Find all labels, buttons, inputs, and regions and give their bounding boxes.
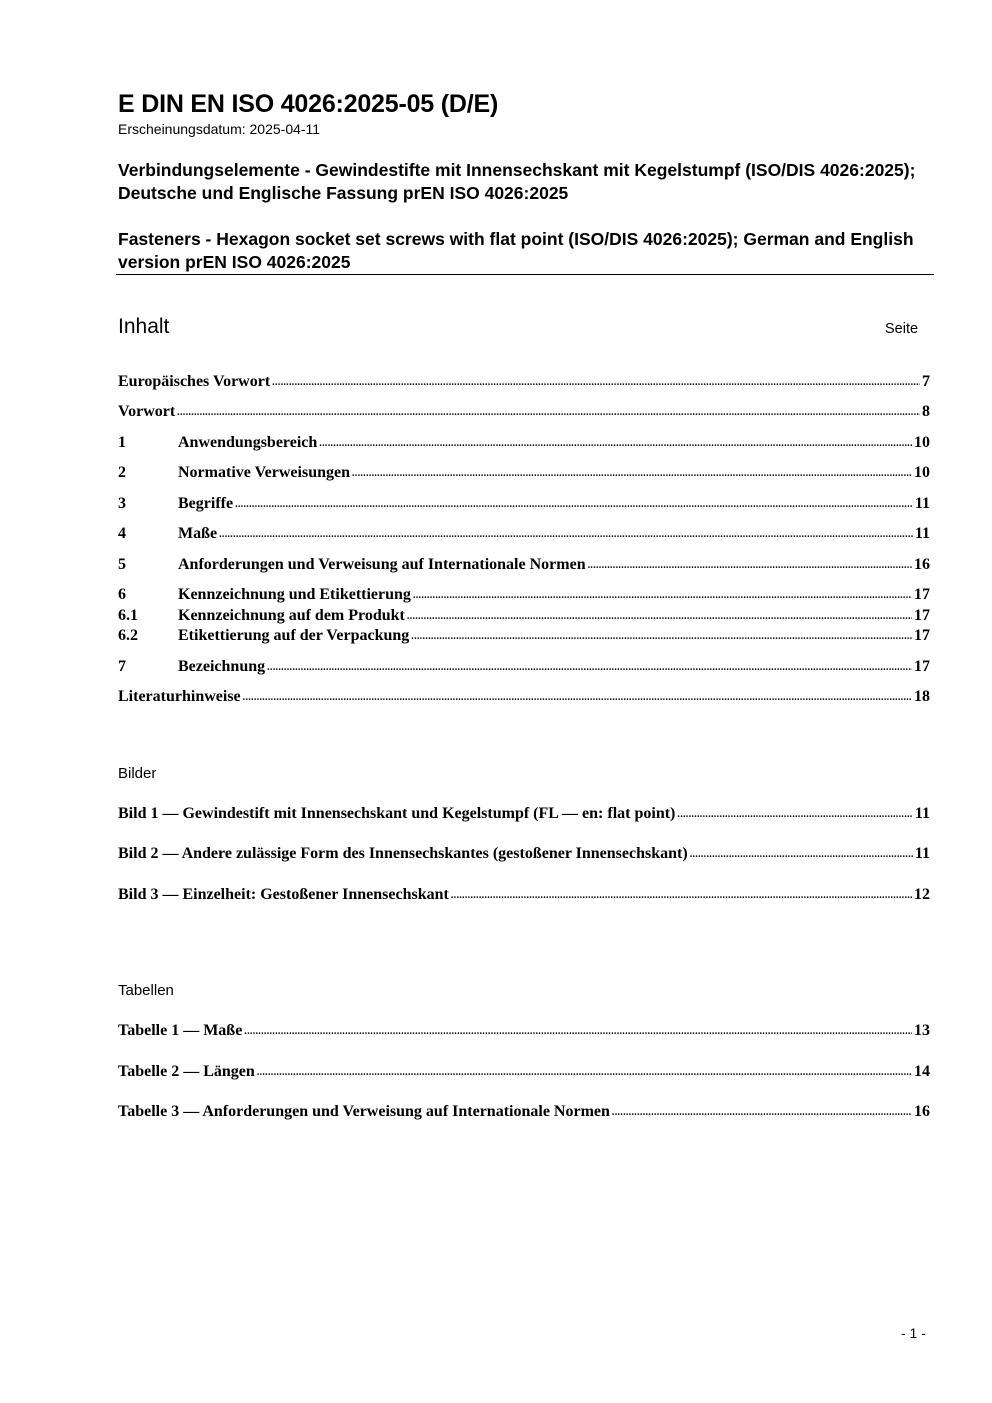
table-entry-title: Tabelle 1 — Maße xyxy=(118,1022,243,1039)
toc-leader xyxy=(267,662,912,673)
publication-date: Erscheinungsdatum: 2025-04-11 xyxy=(118,121,321,137)
toc-entry[interactable] xyxy=(118,491,930,513)
toc-entry[interactable] xyxy=(118,623,930,645)
toc-heading: Inhalt xyxy=(118,315,170,338)
toc-entry-number: 3 xyxy=(118,495,126,512)
toc-entry-number: 7 xyxy=(118,658,126,675)
toc-entry-title: Maße xyxy=(178,525,218,542)
toc-leader xyxy=(235,499,913,510)
toc-entry-number: 2 xyxy=(118,464,126,481)
toc-entry[interactable] xyxy=(118,399,930,421)
table-entry-page: 14 xyxy=(914,1063,930,1080)
toc-leader xyxy=(319,438,912,449)
toc-entry-page: 8 xyxy=(922,403,930,420)
toc-entry-page: 11 xyxy=(914,495,930,512)
toc-entry-page: 10 xyxy=(914,464,930,481)
toc-entry-title: Kennzeichnung und Etikettierung xyxy=(178,586,411,603)
title-divider xyxy=(116,274,934,275)
toc-page-heading: Seite xyxy=(885,321,919,337)
figure-entry-page: 12 xyxy=(914,886,930,903)
page-number: - 1 - xyxy=(901,1325,926,1341)
toc-entry-title: Anwendungsbereich xyxy=(178,434,318,451)
toc-entry-page: 10 xyxy=(914,434,930,451)
table-entry[interactable] xyxy=(118,1018,930,1040)
toc-entry[interactable] xyxy=(118,552,930,574)
toc-entry-page: 17 xyxy=(914,586,930,603)
toc-entry-page: 17 xyxy=(914,658,930,675)
toc-leader xyxy=(451,890,912,901)
title-english: Fasteners - Hexagon socket set screws with flat point (ISO/DIS 4026:2025); German and English version prEN ISO 4026:2025 xyxy=(118,229,914,272)
toc-leader xyxy=(690,849,913,860)
toc-entry-title: Kennzeichnung auf dem Produkt xyxy=(178,607,405,624)
toc-entry-page: 16 xyxy=(914,556,930,573)
toc-entry[interactable] xyxy=(118,603,930,625)
table-entry-title: Tabelle 3 — Anforderungen und Verweisung auf Internationale Normen xyxy=(118,1103,610,1120)
figure-entry[interactable] xyxy=(118,801,930,823)
toc-leader xyxy=(677,809,912,820)
toc-entry-number: 5 xyxy=(118,556,126,573)
toc-leader xyxy=(257,1067,912,1078)
toc-entry-title: Begriffe xyxy=(178,495,234,512)
table-entry[interactable] xyxy=(118,1099,930,1121)
toc-leader xyxy=(411,631,912,642)
toc-entry-number: 6.2 xyxy=(118,627,138,644)
table-entry[interactable] xyxy=(118,1059,930,1081)
toc-entry-page: 18 xyxy=(914,688,930,705)
toc-leader xyxy=(243,692,912,703)
toc-entry[interactable] xyxy=(118,654,930,676)
toc-entry-number: 4 xyxy=(118,525,126,542)
document-id: E DIN EN ISO 4026:2025-05 (D/E) xyxy=(118,90,499,118)
toc-entry[interactable] xyxy=(118,684,930,706)
toc-entry-number: 1 xyxy=(118,434,126,451)
figure-entry[interactable] xyxy=(118,882,930,904)
toc-entry-title: Europäisches Vorwort xyxy=(118,373,271,390)
toc-entry[interactable] xyxy=(118,369,930,391)
toc-leader xyxy=(272,377,920,388)
toc-entry-page: 7 xyxy=(922,373,930,390)
toc-leader xyxy=(219,529,913,540)
figure-entry[interactable] xyxy=(118,841,930,863)
toc-entry-title: Normative Verweisungen xyxy=(178,464,350,481)
toc-entry[interactable] xyxy=(118,521,930,543)
toc-leader xyxy=(407,611,912,622)
toc-entry-title: Anforderungen und Verweisung auf Internationale Normen xyxy=(178,556,586,573)
figure-entry-title: Bild 1 — Gewindestift mit Innensechskant und Kegelstumpf (FL — en: flat point) xyxy=(118,805,676,822)
figure-entry-page: 11 xyxy=(914,805,930,822)
toc-entry-number: 6 xyxy=(118,586,126,603)
toc-entry[interactable] xyxy=(118,460,930,482)
toc-leader xyxy=(612,1107,912,1118)
toc-entry-page: 17 xyxy=(914,607,930,624)
toc-leader xyxy=(413,590,912,601)
toc-entry-title: Etikettierung auf der Verpackung xyxy=(178,627,410,644)
toc-entry-page: 11 xyxy=(914,525,930,542)
toc-entry-title: Vorwort xyxy=(118,403,176,420)
toc-entry-title: Literaturhinweise xyxy=(118,688,241,705)
title-german: Verbindungselemente - Gewindestifte mit Innensechskant mit Kegelstumpf (ISO/DIS 4026:2025); Deutsche und Englische Fassung prEN ISO 4026:2025 xyxy=(118,160,916,203)
figures-heading: Bilder xyxy=(118,765,157,782)
toc-leader xyxy=(244,1026,912,1037)
figure-entry-title: Bild 3 — Einzelheit: Gestoßener Innensechskant xyxy=(118,886,449,903)
table-entry-page: 16 xyxy=(914,1103,930,1120)
toc-entry[interactable] xyxy=(118,582,930,604)
toc-entry-title: Bezeichnung xyxy=(178,658,266,675)
table-entry-page: 13 xyxy=(914,1022,930,1039)
figure-entry-title: Bild 2 — Andere zulässige Form des Innensechskantes (gestoßener Innensechskant) xyxy=(118,845,688,862)
toc-entry-page: 17 xyxy=(914,627,930,644)
toc-leader xyxy=(588,560,912,571)
toc-entry-number: 6.1 xyxy=(118,607,138,624)
toc-entry[interactable] xyxy=(118,430,930,452)
tables-heading: Tabellen xyxy=(118,982,174,999)
table-entry-title: Tabelle 2 — Längen xyxy=(118,1063,255,1080)
toc-leader xyxy=(177,407,920,418)
toc-leader xyxy=(352,468,912,479)
figure-entry-page: 11 xyxy=(914,845,930,862)
